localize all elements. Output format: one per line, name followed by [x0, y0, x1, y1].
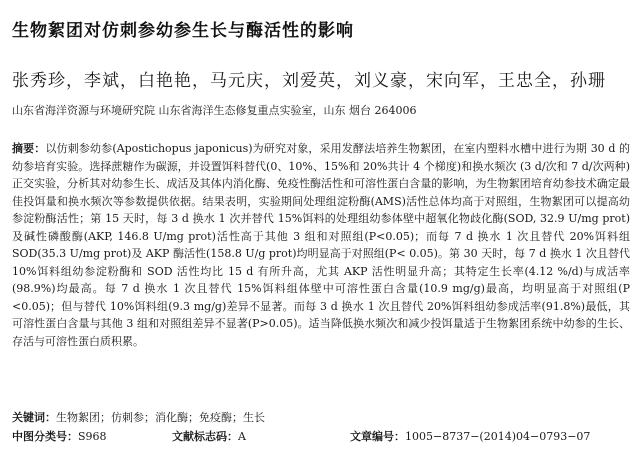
document-code: [172, 428, 246, 444]
keywords-label: 关键词：: [12, 411, 56, 424]
clc-value: S968: [78, 430, 107, 443]
article-number-label: 文章编号：: [350, 430, 405, 443]
abstract: [12, 140, 630, 350]
paper-title: 生物絮团对仿刺参幼参生长与酶活性的影响: [12, 21, 354, 41]
abstract-text: 以仿刺参幼参(Apostichopus japonicus)为研究对象，采用发酵法培养生物絮团，在室内塑料水槽中进行为期 30 d 的幼参培育实验。选择蔗糖作为碳源，并设置饵料替代(0、10%、15%和 20%共计 4 个梯度)和换水频次 (3 d/次和 7 d/次两种)正交实验，分析其对幼参生长、成活及其体内消化酶、免疫性酶活性和可溶性蛋白含量的影响，为生物絮团培育幼参技术确定最佳投饵量和换水频次等参数提供依据。结果表明，实验期间处理组淀粉酶(AMS)活性总体均高于对照组，生物絮团可以提高幼参淀粉酶活性；第 15 天时，每 3 d 换水 1 次并替代 15%饵料的处理组幼参体壁中超氧化物歧化酶(SOD, 32.9 U/mg prot)及碱性磷酸酶(AKP, 146.8 U/mg prot)活性高于其他 3 组和对照组(P<0.05)；而每 7 d 换水 1 次且替代 20%饵料组 SOD(35.3 U/mg prot)及 AKP 酶活性(158.8 U/g prot)均明显高于对照组(P< 0.05)。第 30 天时，每 7 d 换水 1 次且替代 10%饵料组幼参淀粉酶和 SOD 活性均比 15 d 有所升高，尤其 AKP 活性明显升高；其特定生长率(4.12 %/d)与成活率(98.9%)均最高。每 7 d 换水 1 次且替代 15%饵料组体壁中可溶性蛋白含量(10.9 mg/g)最高，均明显高于对照组(P <0.05)；但与替代 10%饵料组(9.3 mg/g)差异不显著。而每 3 d 换水 1 次且替代 20%饵料组幼参成活率(91.8%)最低，其可溶性蛋白含量与其他 3 组和对照组差异不显著(P>0.05)。适当降低换水频次和减少投饵量适于生物絮团系统中幼参的生长、存活与可溶性蛋白质积累。: [12, 142, 631, 348]
affiliation: 山东省海洋资源与环境研究院 山东省海洋生态修复重点实验室，山东 烟台 264006: [12, 104, 417, 117]
document-code-value: A: [238, 430, 246, 443]
document-code-label: 文献标志码：: [172, 430, 238, 443]
keywords-text: 生物絮团；仿刺参；消化酶；免疫酶；生长: [56, 411, 265, 424]
article-meta: [12, 428, 630, 444]
clc-label: 中图分类号：: [12, 430, 78, 443]
abstract-label: 摘要：: [12, 142, 46, 155]
keywords: [12, 409, 630, 425]
clc-number: [12, 428, 107, 444]
author-list: 张秀珍，李斌，白艳艳，马元庆，刘爱英，刘义豪，宋向军，王忠全，孙珊: [12, 71, 606, 91]
article-number-value: 1005−8737−(2014)04−0793−07: [405, 430, 591, 443]
article-number: [350, 428, 590, 444]
